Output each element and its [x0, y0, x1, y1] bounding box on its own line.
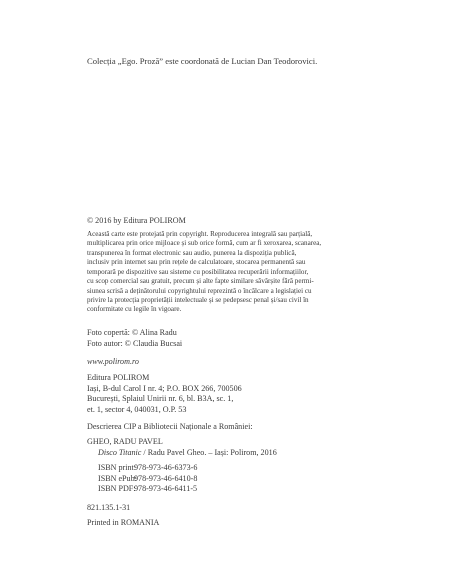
legal-line: privire la protecția proprietății intelectuale și se pedepsesc penal și/sau civil în — [87, 295, 309, 304]
isbn-label: ISBN ePub: — [98, 473, 137, 483]
isbn-value: 978-973-46-6373-6 — [134, 463, 198, 472]
publisher-address-line: Iași, B-dul Carol I nr. 4; P.O. BOX 266, 700506 — [87, 383, 242, 393]
cip-heading: Descrierea CIP a Bibliotecii Naționale a României: — [87, 422, 253, 431]
isbn-epub-row — [98, 474, 388, 485]
photo-credits — [87, 328, 377, 349]
legal-line: inclusiv prin internet sau prin rețele de calculatoare, stocarea permanentă sau — [87, 258, 306, 267]
series-note: Colecția „Ego. Proză” este coordonată de Lucian Dan Teodorovici. — [87, 56, 318, 66]
cip-author: GHEO, RADU PAVEL — [87, 437, 163, 446]
legal-line: conformitate cu legile în vigoare. — [87, 305, 182, 314]
legal-line: temporară pe dispozitive sau sisteme cu posibilitatea recuperării informațiilor, — [87, 267, 309, 276]
isbn-value: 978-973-46-6411-5 — [134, 484, 198, 494]
cip-book-details: / Radu Pavel Gheo. – Iași: Polirom, 2016 — [141, 448, 277, 457]
cip-book-entry — [98, 448, 388, 458]
isbn-pdf-row — [98, 484, 388, 495]
isbn-list — [98, 463, 388, 495]
legal-line: cu scop comercial sau gratuit, precum și alte fapte similare săvârșite fără permi- — [87, 277, 314, 286]
legal-line: siunea scrisă a deținătorului copyrightului reprezintă o încălcare a legislației cu — [87, 286, 312, 295]
publisher-address — [87, 373, 377, 416]
isbn-label: ISBN PDF: — [98, 484, 136, 494]
isbn-label: ISBN print: — [98, 463, 136, 472]
isbn-value: 978-973-46-6410-8 — [134, 473, 198, 483]
printed-in: Printed in ROMANIA — [87, 518, 160, 527]
publisher-website-link[interactable]: www.polirom.ro — [87, 357, 139, 366]
classification-code: 821.135.1-31 — [87, 503, 131, 512]
legal-notice — [87, 230, 371, 315]
author-photo-credit: Foto autor: © Claudia Bucsai — [87, 338, 183, 348]
legal-line: transpunerea în format electronic sau audio, punerea la dispoziția publică, — [87, 248, 297, 257]
cip-book-title: Disco Titanic — [98, 448, 142, 457]
legal-line: Această carte este protejată prin copyright. Reproducerea integrală sau parțială, — [87, 230, 313, 238]
isbn-print-row — [98, 463, 388, 474]
publisher-address-line: et. 1, sector 4, 040031, O.P. 53 — [87, 405, 187, 415]
cover-photo-credit: Foto copertă: © Alina Radu — [87, 328, 177, 337]
publisher-name: Editura POLIROM — [87, 373, 150, 382]
legal-line: multiplicarea prin orice mijloace și sub orice formă, cum ar fi xeroxarea, scanarea, — [87, 239, 322, 248]
publisher-address-line: București, Splaiul Unirii nr. 6, bl. B3A, sc. 1, — [87, 394, 234, 404]
copyright-notice: © 2016 by Editura POLIROM — [87, 216, 186, 225]
